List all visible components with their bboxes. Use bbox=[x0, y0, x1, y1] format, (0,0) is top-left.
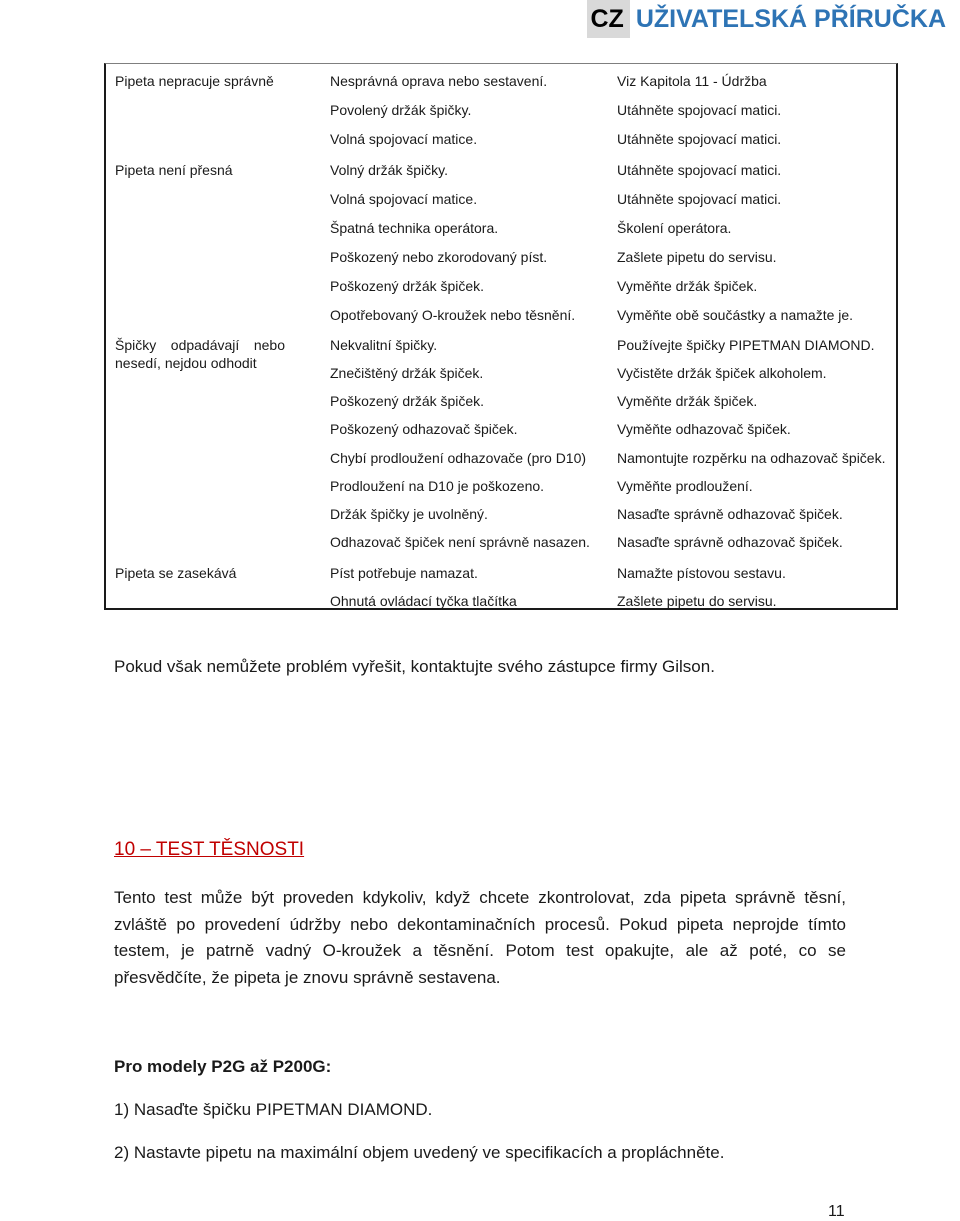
cause-cell: Ohnutá ovládací tyčka tlačítka bbox=[330, 593, 517, 609]
table-row bbox=[106, 72, 896, 101]
remedy-cell: Utáhněte spojovací matici. bbox=[617, 131, 782, 147]
remedy-cell: Vyčistěte držák špiček alkoholem. bbox=[617, 365, 827, 381]
cause-cell: Píst potřebuje namazat. bbox=[330, 565, 478, 581]
table-row bbox=[106, 533, 896, 562]
cause-cell: Opotřebovaný O-kroužek nebo těsnění. bbox=[330, 307, 576, 323]
table-row bbox=[106, 477, 896, 506]
step-2: 2) Nastavte pipetu na maximální objem uvedený ve specifikacích a propláchněte. bbox=[114, 1143, 725, 1162]
remedy-cell: Utáhněte spojovací matici. bbox=[617, 162, 782, 178]
table-row bbox=[106, 364, 896, 393]
problem-cell: Špičky odpadávají nebo nesedí, nejdou odhodit bbox=[115, 337, 285, 371]
remedy-cell: Viz Kapitola 11 - Údržba bbox=[617, 73, 767, 89]
troubleshooting-table bbox=[104, 63, 898, 610]
remedy-cell: Vyměňte držák špiček. bbox=[617, 278, 758, 294]
cause-cell: Volný držák špičky. bbox=[330, 162, 449, 178]
cause-cell: Prodloužení na D10 je poškozeno. bbox=[330, 478, 545, 494]
remedy-cell: Utáhněte spojovací matici. bbox=[617, 191, 782, 207]
cause-cell: Držák špičky je uvolněný. bbox=[330, 506, 488, 522]
table-row bbox=[106, 306, 896, 335]
remedy-cell: Vyměňte obě součástky a namažte je. bbox=[617, 307, 854, 323]
remedy-cell: Utáhněte spojovací matici. bbox=[617, 102, 782, 118]
language-code: CZ bbox=[587, 0, 629, 38]
page-number: 11 bbox=[828, 1203, 845, 1220]
remedy-cell: Vyměňte odhazovač špiček. bbox=[617, 421, 791, 437]
remedy-cell: Zašlete pipetu do servisu. bbox=[617, 593, 777, 609]
section-heading: 10 – TEST TĚSNOSTI bbox=[114, 839, 305, 860]
table-row bbox=[106, 592, 896, 621]
remedy-cell: Zašlete pipetu do servisu. bbox=[617, 249, 777, 265]
cause-cell: Poškozený držák špiček. bbox=[330, 393, 485, 409]
remedy-cell: Nasaďte správně odhazovač špiček. bbox=[617, 534, 843, 550]
table-row bbox=[106, 219, 896, 248]
contact-note: Pokud však nemůžete problém vyřešit, kontaktujte svého zástupce firmy Gilson. bbox=[114, 657, 715, 676]
cause-cell: Poškozený držák špiček. bbox=[330, 278, 485, 294]
cause-cell: Poškozený nebo zkorodovaný píst. bbox=[330, 249, 548, 265]
table-row bbox=[106, 190, 896, 219]
remedy-cell: Namontujte rozpěrku na odhazovač špiček. bbox=[617, 450, 886, 466]
cause-cell: Povolený držák špičky. bbox=[330, 102, 472, 118]
cause-cell: Odhazovač špiček není správně nasazen. bbox=[330, 534, 590, 550]
cause-cell: Poškozený odhazovač špiček. bbox=[330, 421, 518, 437]
cause-cell: Chybí prodloužení odhazovače (pro D10) bbox=[330, 450, 587, 466]
manual-title: UŽIVATELSKÁ PŘÍRUČKA bbox=[635, 4, 946, 33]
table-row bbox=[106, 564, 896, 593]
remedy-cell: Namažte pístovou sestavu. bbox=[617, 565, 786, 581]
table-row bbox=[106, 505, 896, 534]
table-row bbox=[106, 277, 896, 306]
section-body: Tento test může být proveden kdykoliv, když chcete zkontrolovat, zda pipeta správně těsní, zvláště po provedení údržby nebo dekontaminačních procesů. Pokud pipeta neprojde tímto testem, je patrně vadný O-kroužek a těsnění. Potom test opakujte, ale až poté, co se přesvědčíte, že pipeta je znovu správně sestavena. bbox=[114, 888, 846, 987]
table-row bbox=[106, 101, 896, 130]
problem-cell: Pipeta se zasekává bbox=[115, 565, 237, 581]
remedy-cell: Nasaďte správně odhazovač špiček. bbox=[617, 506, 843, 522]
table-row bbox=[106, 248, 896, 277]
page-header bbox=[587, 0, 960, 38]
problem-cell: Pipeta nepracuje správně bbox=[115, 73, 274, 89]
remedy-cell: Vyměňte prodloužení. bbox=[617, 478, 753, 494]
models-label: Pro modely P2G až P200G: bbox=[114, 1057, 332, 1076]
cause-cell: Nekvalitní špičky. bbox=[330, 337, 438, 353]
cause-cell: Znečištěný držák špiček. bbox=[330, 365, 484, 381]
cause-cell: Špatná technika operátora. bbox=[330, 220, 499, 236]
cause-cell: Volná spojovací matice. bbox=[330, 131, 478, 147]
table-row bbox=[106, 449, 896, 478]
remedy-cell: Používejte špičky PIPETMAN DIAMOND. bbox=[617, 337, 875, 353]
table-row bbox=[106, 420, 896, 449]
cause-cell: Volná spojovací matice. bbox=[330, 191, 478, 207]
remedy-cell: Vyměňte držák špiček. bbox=[617, 393, 758, 409]
remedy-cell: Školení operátora. bbox=[617, 220, 732, 236]
table-row bbox=[106, 392, 896, 421]
table-row bbox=[106, 161, 896, 190]
table-row bbox=[106, 130, 896, 159]
table-row bbox=[106, 336, 896, 365]
problem-cell: Pipeta není přesná bbox=[115, 162, 233, 178]
cause-cell: Nesprávná oprava nebo sestavení. bbox=[330, 73, 548, 89]
step-1: 1) Nasaďte špičku PIPETMAN DIAMOND. bbox=[114, 1100, 433, 1119]
